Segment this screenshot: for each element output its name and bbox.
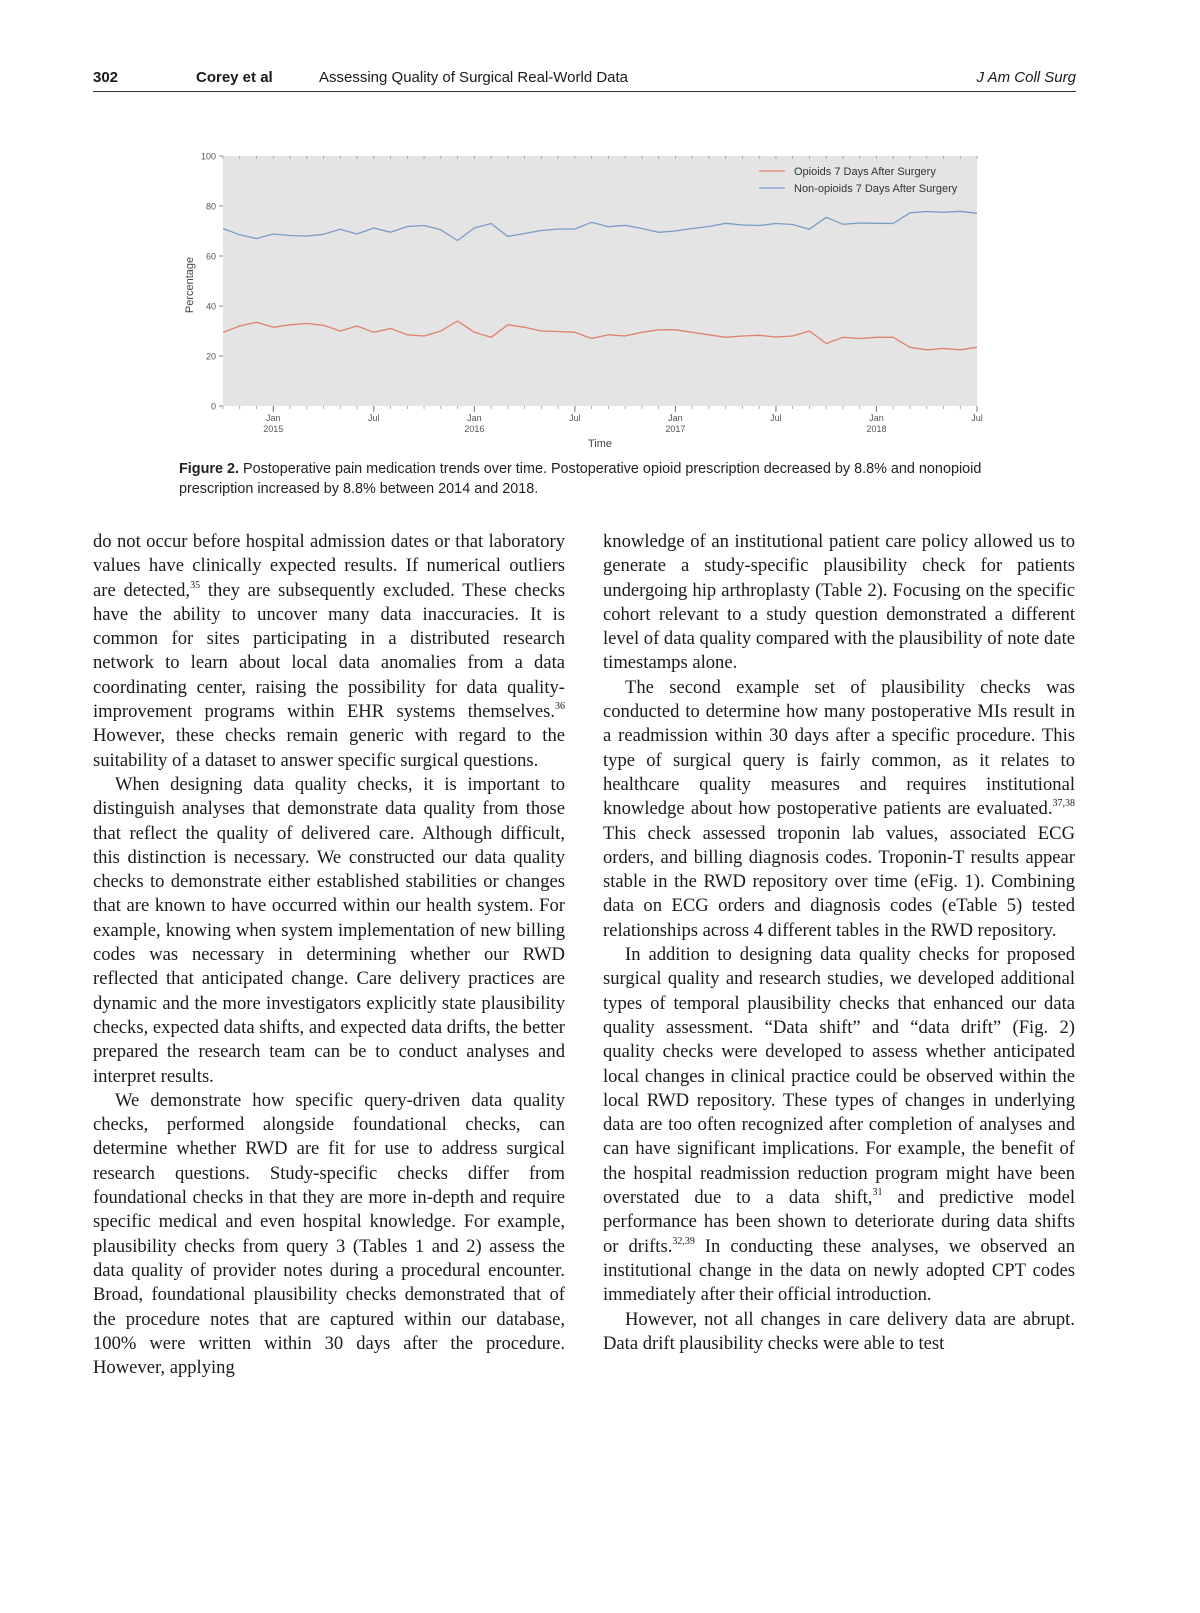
paragraph: knowledge of an institutional patient care policy allowed us to generate a study-specific plausibility check for patients undergoing hip arthroplasty (Table 2). Focusing on the specific cohort relevant to a study question demonstrated a different level of data quality compared with the plausibility of note date timestamps alone. [603,531,1075,674]
line-chart [175,146,995,456]
paragraph: When designing data quality checks, it is important to distinguish analyses that demonstrate data quality from those that reflect the quality of delivered care. Although difficult, this distinction is necessary. We constructed our data quality checks to demonstrate either established stabilities or changes that are known to have occurred within our health system. For example, knowing when system implementation of new billing codes was necessary in determining whether our RWD reflected that anticipated change. Care delivery practices are dynamic and the more investigators explicitly state plausibility checks, expected data shifts, and expected data drifts, the better prepared the research team can be to conduct analyses and interpret results. [93,773,565,1087]
x-axis-label: Time [587,438,613,450]
figure-label: Figure 2. [179,461,239,477]
legend-label-non-opioids: Non-opioids 7 Days After Surgery [794,183,958,195]
paragraph: In addition to designing data quality checks for proposed surgical quality and research studies, we developed additional types of temporal plausibility checks that enhanced our data quality assessment. “Data shift” and “data drift” (Fig. 2) quality checks were developed to assess whether anticipated local changes in clinical practice could be observed within the local RWD repository. These types of changes in underlying data are too often recognized after completion of analyses and can have significant implications. For example, the benefit of the hospital readmission reduction program might have been overstated due to a data shift,$^{31}$ and predictive model performance has been shown to deteriorate during data shifts or drifts.$^{32,39}$ In conducting these analyses, we observed an institutional change in the data on newly adopted CPT codes immediately after their official introduction. [603,944,1075,1306]
left-column [93,530,565,1380]
figure-caption [179,459,1009,499]
legend-label-opioids: Opioids 7 Days After Surgery [794,166,936,178]
y-tick-label: 80 [205,201,216,212]
x-tick-label: Jan [668,413,683,423]
figure-caption-text: Postoperative pain medication trends over time. Postoperative opioid prescription decreased by 8.8% and nonopioid prescription increased by 8.8% between 2014 and 2018. [179,461,982,497]
x-tick-label: Jul [971,413,983,423]
paragraph: We demonstrate how specific query-driven data quality checks, performed alongside foundational checks, can determine whether RWD are fit for use to address surgical research questions. Study-specific checks differ from foundational checks in that they are more in-depth and require specific medical and even hospital knowledge. For example, plausibility checks from query 3 (Tables 1 and 2) assess the data quality of provider notes during a procedural encounter. Broad, foundational plausibility checks demonstrated that of the procedure notes that are captured within our database, 100% were written within 30 days after the procedure. However, applying [93,1089,565,1379]
x-tick-label: Jul [770,413,782,423]
running-header [93,66,1076,92]
x-tick-year: 2017 [665,424,686,434]
running-title: Assessing Quality of Surgical Real-World Data [319,69,629,86]
figure-2 [175,146,995,456]
paragraph: do not occur before hospital admission dates or that laboratory values have clinically expected results. If numerical outliers are detected,$^{35}$ they are subsequently excluded. These checks have the ability to uncover many data inaccuracies. It is common for sites participating in a distributed research network to learn about local data anomalies from a data coordinating center, raising the possibility for data quality-improvement programs within EHR systems themselves.$^{36}$ However, these checks remain generic with regard to the suitability of a dataset to answer specific surgical questions. [93,531,565,771]
x-tick-year: 2016 [464,424,485,434]
x-tick-year: 2018 [866,424,887,434]
paragraph: The second example set of plausibility checks was conducted to determine how many postoperative MIs result in a readmission within 30 days after a specific procedure. This type of surgical query is fairly common, as it relates to healthcare quality measures and requires institutional knowledge about how postoperative patients are evaluated.$^{37,38}$ This check assessed troponin lab values, associated ECG orders, and billing diagnosis codes. Troponin-T results appear stable in the RWD repository over time (eFig. 1). Combining data on ECG orders and diagnosis codes (eTable 5) tested relationships across 4 different tables in the RWD repository. [603,676,1075,941]
right-column [603,530,1075,1356]
page-number: 302 [93,69,119,86]
y-tick-label: 100 [200,151,216,162]
x-tick-label: Jan [467,413,482,423]
y-tick-label: 60 [205,251,216,262]
y-axis-label: Percentage [184,256,196,314]
y-tick-label: 0 [210,401,216,412]
x-tick-label: Jul [569,413,581,423]
paragraph: However, not all changes in care delivery data are abrupt. Data drift plausibility checks were able to test [603,1308,1075,1354]
x-tick-label: Jul [368,413,380,423]
y-tick-label: 40 [205,301,216,312]
x-tick-year: 2015 [263,424,284,434]
x-tick-label: Jan [869,413,884,423]
journal-name: J Am Coll Surg [976,69,1076,86]
running-authors: Corey et al [196,69,273,86]
x-tick-label: Jan [266,413,281,423]
header-rule [93,91,1076,92]
y-tick-label: 20 [205,351,216,362]
